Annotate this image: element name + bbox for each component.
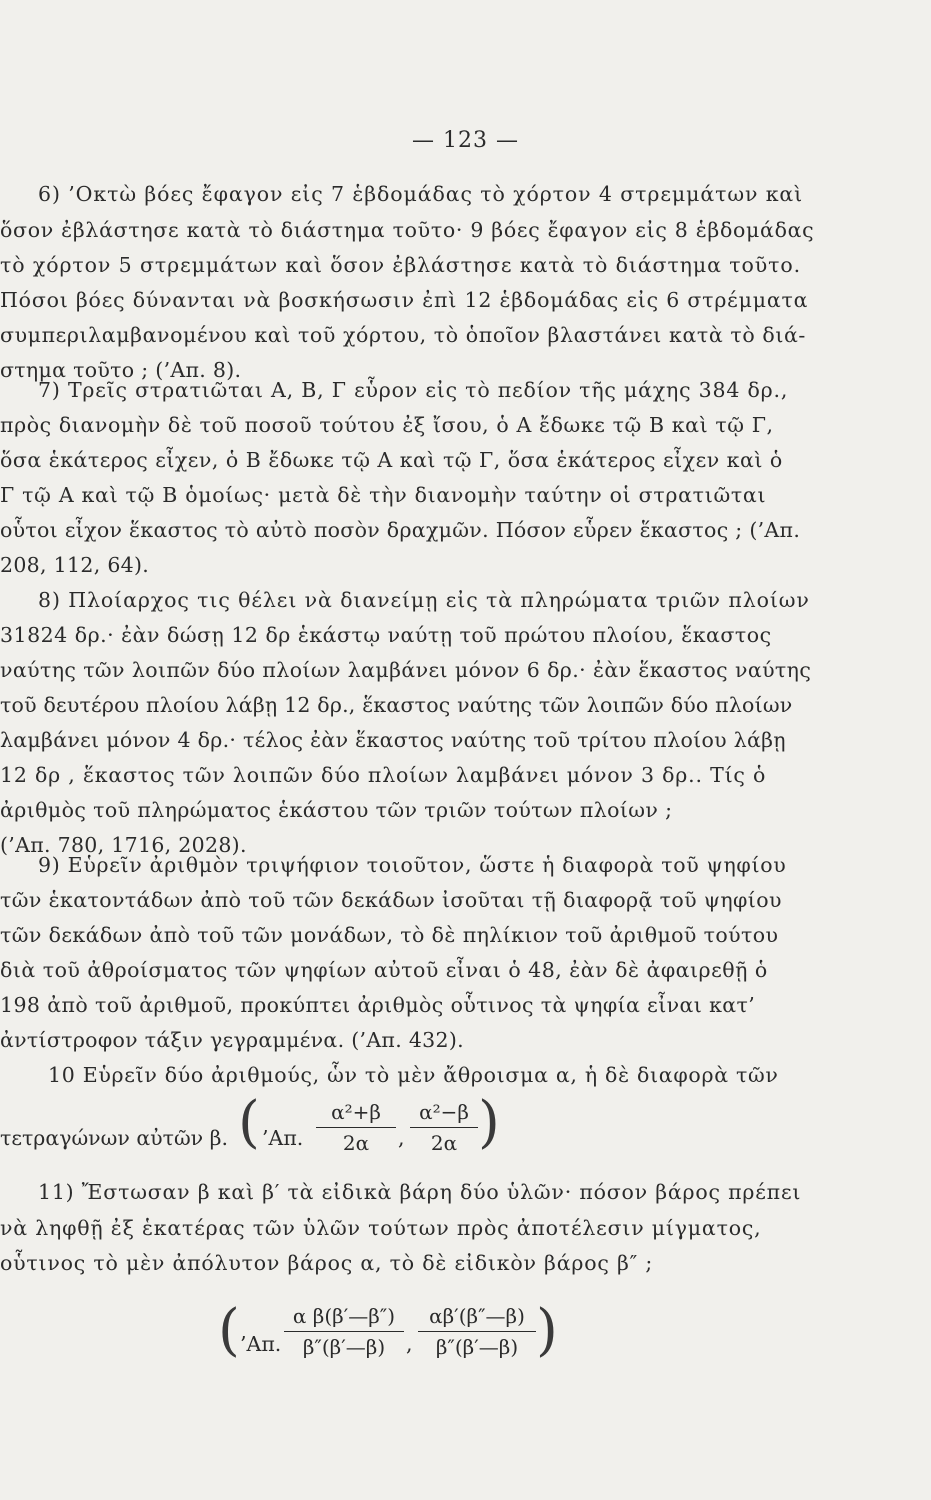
text-line: 8) Πλοίαρχος τις θέλει νὰ διανείμῃ εἰς τὰ πληρώματα τριῶν πλοίων — [38, 588, 810, 612]
answer-label: ’Απ. — [240, 1332, 282, 1356]
left-paren: ( — [218, 1298, 240, 1363]
text-line: τὸ χόρτον 5 στρεμμάτων καὶ ὅσον ἐβλάστησε κατὰ τὸ διάστημα τοῦτο. — [0, 253, 801, 277]
text-line: ὅσον ἐβλάστησε κατὰ τὸ διάστημα τοῦτο· 9 βόες ἔφαγον εἰς 8 ἑβδομάδας — [0, 218, 815, 242]
text-line: λαμβάνει μόνον 4 δρ.· τέλος ἐὰν ἕκαστος ναύτης τοῦ τρίτου πλοίου λάβῃ — [0, 728, 786, 752]
text-line: διὰ τοῦ ἀθροίσματος τῶν ψηφίων αὐτοῦ εἶναι ὁ 48, ἐὰν δὲ ἀφαιρεθῇ ὁ — [0, 958, 768, 982]
text-line: ὅσα ἑκάτερος εἶχεν, ὁ Β ἔδωκε τῷ Α καὶ τῷ Γ, ὅσα ἑκάτερος εἶχεν καὶ ὁ — [0, 448, 783, 472]
text-line: 9) Εὑρεῖν ἀριθμὸν τριψήφιον τοιοῦτον, ὥστε ἡ διαφορὰ τοῦ ψηφίου — [38, 853, 787, 877]
fraction — [284, 1304, 404, 1359]
fraction — [316, 1100, 396, 1155]
page-number: — 123 — — [412, 128, 519, 153]
denominator: 2α — [342, 1131, 370, 1155]
right-paren: ) — [536, 1298, 558, 1363]
text-line: 6) ’Οκτὼ βόες ἔφαγον εἰς 7 ἑβδομάδας τὸ χόρτον 4 στρεμμάτων καὶ — [38, 182, 804, 206]
text-line: 198 ἀπὸ τοῦ ἀριθμοῦ, προκύπτει ἀριθμὸς οὗτινος τὰ ψηφία εἶναι κατ’ — [0, 993, 756, 1017]
right-paren: ) — [478, 1090, 500, 1155]
text-line: 208, 112, 64). — [0, 553, 150, 577]
text-line: ναύτης τῶν λοιπῶν δύο πλοίων λαμβάνει μόνον 6 δρ.· ἐὰν ἕκαστος ναύτης — [0, 658, 812, 682]
text-line: πρὸς διανομὴν δὲ τοῦ ποσοῦ τούτου ἐξ ἴσου, ὁ Α ἔδωκε τῷ Β καὶ τῷ Γ, — [0, 413, 774, 437]
text-line: 7) Τρεῖς στρατιῶται Α, Β, Γ εὗρον εἰς τὸ πεδίον τῆς μάχης 384 δρ., — [38, 378, 789, 402]
text-line: 10 Εὑρεῖν δύο ἀριθμούς, ὧν τὸ μὲν ἄθροισμα α, ἡ δὲ διαφορὰ τῶν — [48, 1063, 779, 1087]
text-line: ἀντίστροφον τάξιν γεγραμμένα. (’Απ. 432). — [0, 1028, 464, 1052]
denominator: β″(β′—β) — [302, 1335, 386, 1359]
separator: , — [398, 1126, 405, 1150]
numerator: α²−β — [410, 1100, 478, 1128]
separator: , — [406, 1332, 413, 1356]
text-line: 31824 δρ.· ἐὰν δώσῃ 12 δρ ἑκάστῳ ναύτῃ τοῦ πρώτου πλοίου, ἕκαστος — [0, 623, 772, 647]
denominator: 2α — [430, 1131, 458, 1155]
text-line: τῶν δεκάδων ἀπὸ τοῦ τῶν μονάδων, τὸ δὲ πηλίκιον τοῦ ἀριθμοῦ τούτου — [0, 923, 779, 947]
text-line: στημα τοῦτο ; (’Απ. 8). — [0, 358, 242, 382]
text-line: (’Απ. 780, 1716, 2028). — [0, 833, 247, 857]
text-line: τοῦ δευτέρου πλοίου λάβῃ 12 δρ., ἕκαστος ναύτης τῶν λοιπῶν δύο πλοίων — [0, 693, 793, 717]
text-line: 11) Ἔστωσαν β καὶ β′ τὰ εἰδικὰ βάρη δύο ὑλῶν· πόσον βάρος πρέπει — [38, 1180, 802, 1204]
text-line: Πόσοι βόες δύνανται νὰ βοσκήσωσιν ἐπὶ 12 ἑβδομάδας εἰς 6 στρέμματα — [0, 288, 809, 312]
numerator: αβ′(β″—β) — [418, 1304, 536, 1332]
text-line: τῶν ἑκατοντάδων ἀπὸ τοῦ τῶν δεκάδων ἰσοῦται τῇ διαφορᾷ τοῦ ψηφίου — [0, 888, 782, 912]
numerator: α β(β′—β″) — [284, 1304, 404, 1332]
text-line: τετραγώνων αὐτῶν β. — [0, 1126, 229, 1150]
text-line: 12 δρ , ἕκαστος τῶν λοιπῶν δύο πλοίων λαμβάνει μόνον 3 δρ.. Τίς ὁ — [0, 763, 767, 787]
text-line: Γ τῷ Α καὶ τῷ Β ὁμοίως· μετὰ δὲ τὴν διανομὴν ταύτην οἱ στρατιῶται — [0, 483, 767, 507]
numerator: α²+β — [316, 1100, 396, 1128]
denominator: β″(β′—β) — [435, 1335, 519, 1359]
text-line: νὰ ληφθῇ ἐξ ἑκατέρας τῶν ὑλῶν τούτων πρὸς ἀποτέλεσιν μίγματος, — [0, 1216, 762, 1240]
left-paren: ( — [238, 1090, 260, 1155]
answer-label: ’Απ. — [262, 1126, 304, 1150]
text-line: ἀριθμὸς τοῦ πληρώματος ἑκάστου τῶν τριῶν τούτων πλοίων ; — [0, 798, 673, 822]
text-line: συμπεριλαμβανομένου καὶ τοῦ χόρτου, τὸ ὁποῖον βλαστάνει κατὰ τὸ διά- — [0, 323, 806, 347]
text-line: οὗτοι εἶχον ἕκαστος τὸ αὐτὸ ποσὸν δραχμῶν. Πόσον εὗρεν ἕκαστος ; (’Απ. — [0, 518, 801, 542]
text-line: οὗτινος τὸ μὲν ἀπόλυτον βάρος α, τὸ δὲ εἰδικὸν βάρος β″ ; — [0, 1251, 654, 1275]
fraction — [418, 1304, 536, 1359]
fraction — [410, 1100, 478, 1155]
